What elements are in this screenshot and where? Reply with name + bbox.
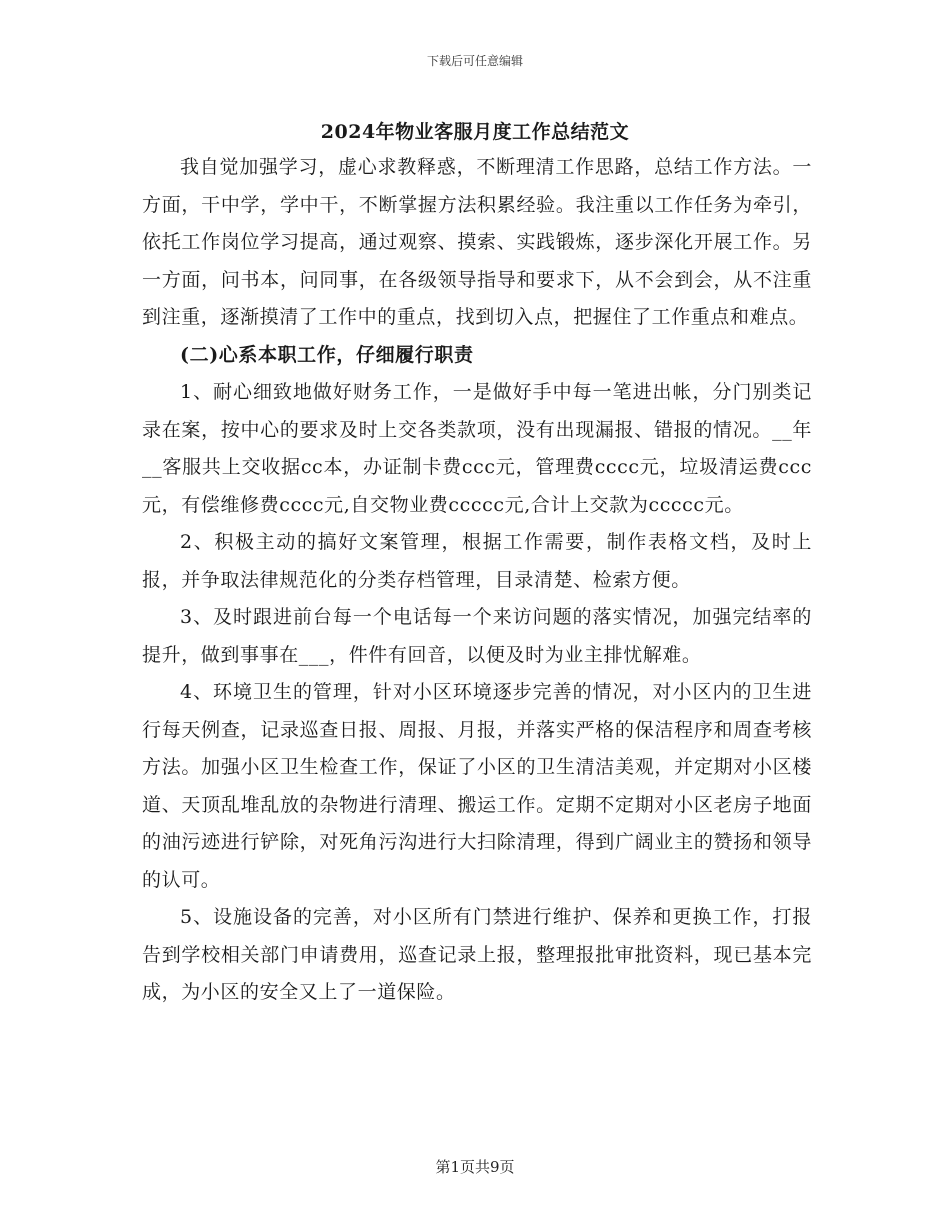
list-item: 5、设施设备的完善，对小区所有门禁进行维护、保养和更换工作，打报告到学校相关部门申请费用，巡查记录上报，整理报批审批资料，现已基本完成，为小区的安全又上了一道保险。 — [142, 906, 812, 1003]
intro-paragraph: 我自觉加强学习，虚心求教释惑，不断理清工作思路，总结工作方法。一方面，干中学，学中干，不断掌握方法积累经验。我注重以工作任务为牵引，依托工作岗位学习提高，通过观察、摸索、实践锻炼，逐步深化开展工作。另一方面，问书本，问同事，在各级领导指导和要求下，从不会到会，从不注重到注重，逐渐摸清了工作中的重点，找到切入点，把握住了工作重点和难点。 — [142, 156, 812, 328]
list-item: 2、积极主动的搞好文案管理，根据工作需要，制作表格文档，及时上报，并争取法律规范化的分类存档管理，目录清楚、检索方便。 — [142, 531, 812, 591]
header-note: 下载后可任意编辑 — [426, 54, 523, 68]
document-body — [142, 149, 812, 1012]
list-item: 4、环境卫生的管理，针对小区环境逐步完善的情况，对小区内的卫生进行每天例查，记录巡查日报、周报、月报，并落实严格的保洁程序和周查考核方法。加强小区卫生检查工作，保证了小区的卫生清洁美观，并定期对小区楼道、天顶乱堆乱放的杂物进行清理、搬运工作。定期不定期对小区老房子地面的油污迹进行铲除，对死角污沟进行大扫除清理，得到广阔业主的赞扬和领导的认可。 — [142, 681, 812, 891]
document-title: 2024年物业客服月度工作总结范文 — [320, 121, 630, 143]
list-item: 3、及时跟进前台每一个电话每一个来访问题的落实情况，加强完结率的提升，做到事事在___，件件有回音，以便及时为业主排忧解难。 — [142, 606, 812, 666]
section-heading: (二)心系本职工作，仔细履行职责 — [180, 343, 474, 366]
list-item: 1、耐心细致地做好财务工作，一是做好手中每一笔进出帐，分门别类记录在案，按中心的要求及时上交各类款项，没有出现漏报、错报的情况。__年__客服共上交收据cc本，办证制卡费ccc元，管理费cccc元，垃圾清运费ccc元，有偿维修费cccc元,自交物业费ccccc元,合计上交款为ccccc元。 — [142, 381, 812, 516]
page-indicator: 第1页共9页 — [435, 1158, 515, 1176]
